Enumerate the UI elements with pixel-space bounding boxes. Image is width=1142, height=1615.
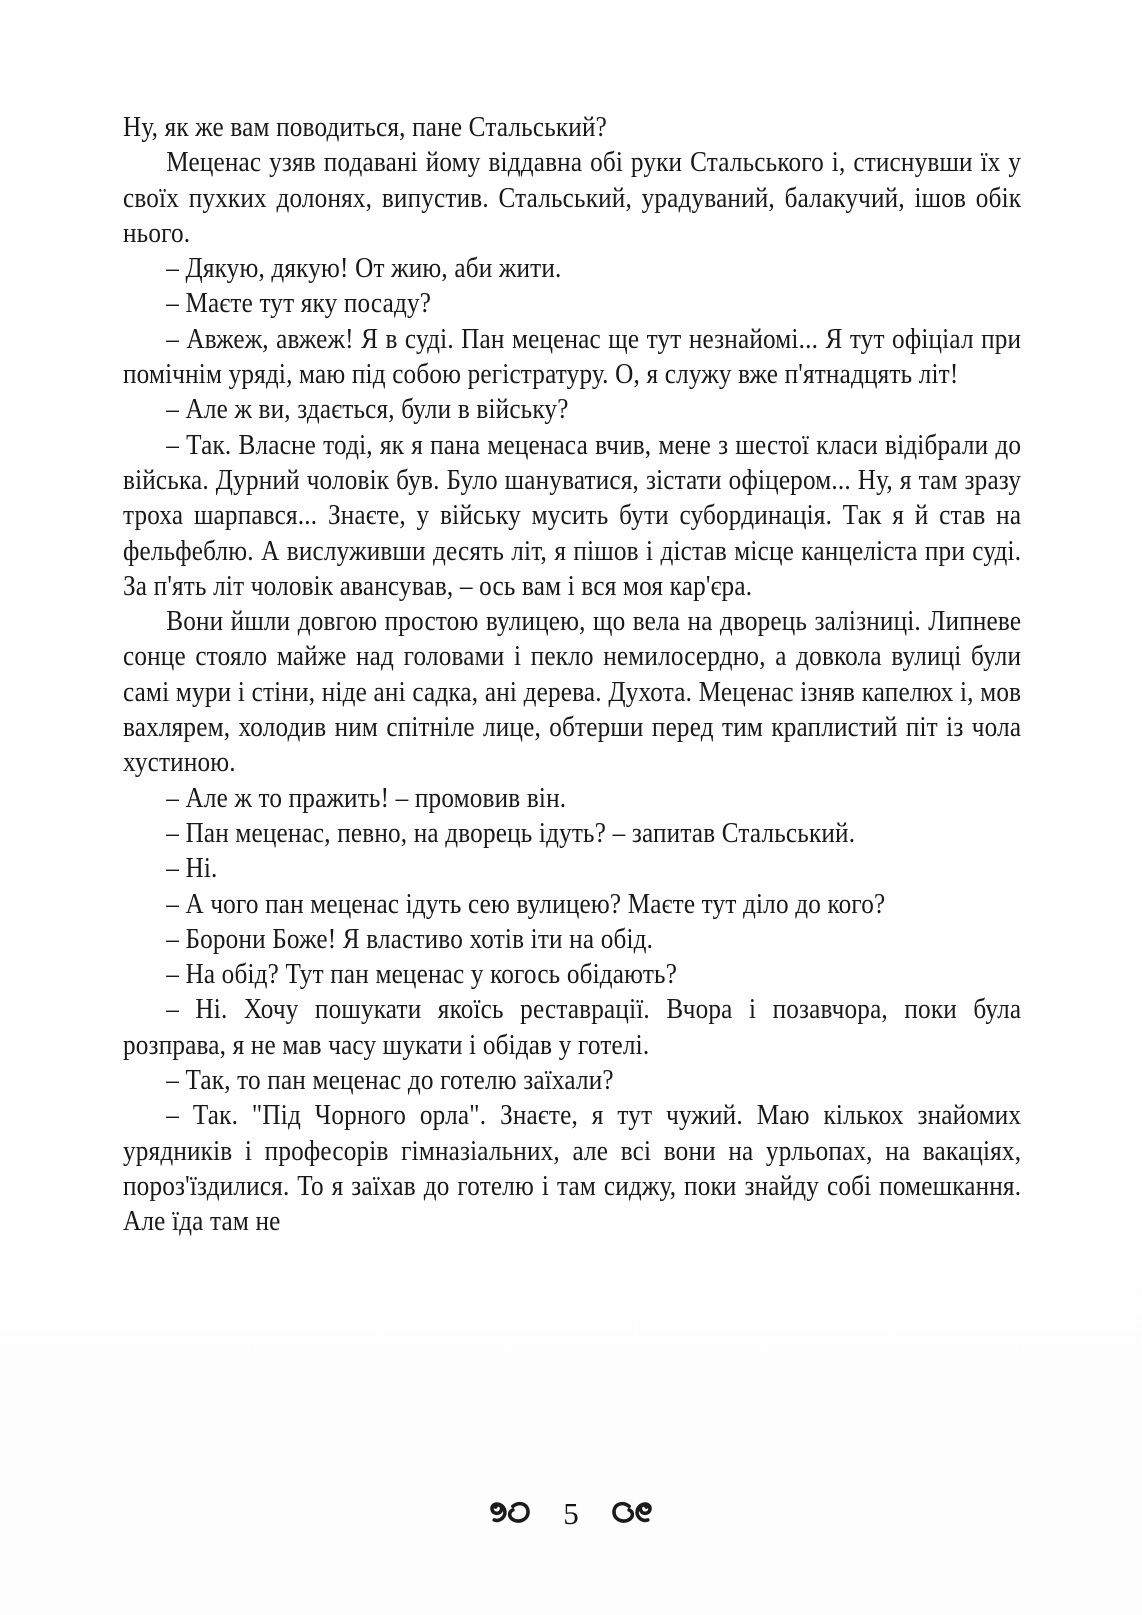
page-number: 5 <box>563 1495 579 1531</box>
paragraph: – Борони Боже! Я властиво хотів іти на обід. <box>166 923 654 955</box>
paragraph: – На обід? Тут пан меценас у когось обідають? <box>166 959 678 991</box>
paragraph: Меценас узяв подавані йому віддавна обі руки Стальського і, стиснувши їх у своїх пухких долонях, випустив. Стальський, урадуваний, балакучий, ішов обік нього. <box>123 147 1022 249</box>
page-text <box>123 110 1021 1240</box>
paragraph: – Маєте тут яку посаду? <box>166 288 432 320</box>
paragraph: – А чого пан меценас ідуть сею вулицею? Маєте тут діло до кого? <box>166 888 886 920</box>
paragraph: Вони йшли довгою простою вулицею, що вела на дворець залізниці. Липневе сонце стояло майже над головами і пекло немилосердно, а довкола вулиці були самі мури і стіни, ніде ані садка, ані дерева. Духота. Меценас ізняв капелюх і, мов вахлярем, холодив ним спітніле лице, обтерши перед тим краплистий піт із чола хустиною. <box>123 606 1022 779</box>
paragraph: – Але ж то пражить! – промовив він. <box>166 782 567 814</box>
paragraph: – Так, то пан меценас до готелю заїхали? <box>166 1065 614 1097</box>
paragraph: – Так. Власне тоді, як я пана меценаса вчив, мене з шестої класи відібрали до війська. Дурний чоловік був. Було шануватися, зістати офіцером... Ну, я там зразу троха шарпався... Знаєте, у війську мусить бути субординація. Так я й став на фельфеблю. А вислуживши десять літ, я пішов і дістав місце канцеліста при суді. За п'ять літ чоловік авансував, – ось вам і вся моя кар'єра. <box>123 429 1022 602</box>
fleuron-right-icon <box>609 1499 655 1528</box>
paragraph: – Ні. <box>166 853 218 885</box>
paragraph: – Ні. Хочу пошукати якоїсь реставрації. Вчора і позавчора, поки була розправа, я не мав часу шукати і обідав у готелі. <box>123 994 1022 1061</box>
paragraph: – Але ж ви, здається, були в війську? <box>166 394 569 426</box>
paragraph: Ну, як же вам поводиться, пане Стальський? <box>123 112 608 143</box>
page-footer <box>0 1492 1142 1534</box>
paragraph: – Авжеж, авжеж! Я в суді. Пан меценас ще тут незнайомі... Я тут офіціал при помічнім уряді, маю під собою регістратуру. О, я служу вже п'ятнадцять літ! <box>123 323 1022 391</box>
paragraph: – Так. "Під Чорного орла". Знаєте, я тут чужий. Маю кількох знайомих урядників і професорів гімназіальних, але всі вони на урльопах, на вакаціях, пороз'їздилися. То я заїхав до готелю і там сиджу, поки знайду собі помешкання. Але їда там не <box>123 1100 1022 1238</box>
paragraph: – Дякую, дякую! От жию, аби жити. <box>166 253 562 285</box>
fleuron-left-icon <box>487 1499 533 1528</box>
paragraph: – Пан меценас, певно, на дворець ідуть? – запитав Стальський. <box>166 817 856 849</box>
